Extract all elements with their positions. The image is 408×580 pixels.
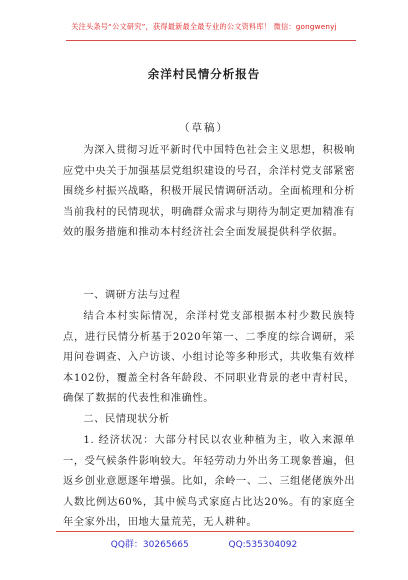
top-divider [66, 40, 356, 41]
document-title: 余洋村民情分析报告 [147, 67, 261, 81]
draft-label: （草稿） [179, 122, 229, 134]
footer [0, 537, 408, 550]
section2-paragraph: 1. 经济状况：大部分村民以农业种植为主，收入来源单一，受气候条件影响较大。年轻劳动力外出务工现象普遍，但返乡创业意愿逐年增强。比如，余岭一、二、三组佬佬族外出人数比例达60%，其中候鸟式家庭占比达20%。有的家庭全年全家外出，田地大量荒芜，无人耕种。 [63, 435, 355, 529]
section1-paragraph: 结合本村实际情况，余洋村党支部根据本村少数民族特点，进行民情分析基于2020年第一、二季度的综合调研，采用问卷调查、入户访谈、小组讨论等多种形式，共收集有效样本102份，覆盖全村各年龄段、不同职业背景的老中青村民，确保了数据的代表性和准确性。 [63, 311, 355, 405]
section1-heading: 一、调研方法与过程 [83, 290, 181, 301]
intro-paragraph: 为深入贯彻习近平新时代中国特色社会主义思想，积极响应党中央关于加强基层党组织建设的号召，余洋村党支部紧密围绕乡村振兴战略，积极开展民情调研活动。全面梳理和分析当前我村的民情现状，明确群众需求与期待为制定更加精准有效的服务措施和推动本村经济社会全面发展提供科学依据。 [63, 145, 355, 239]
footer-divider [56, 531, 354, 532]
footer-qq: QQ:535304092 [228, 540, 298, 550]
footer-qq-group: QQ群：30265665 [110, 540, 189, 550]
top-banner: 关注头条号“公文研究”，获得最新最全最专业的公文资料库！ 微信：gongwenyj [71, 22, 337, 31]
section2-heading: 二、民情现状分析 [83, 414, 170, 425]
